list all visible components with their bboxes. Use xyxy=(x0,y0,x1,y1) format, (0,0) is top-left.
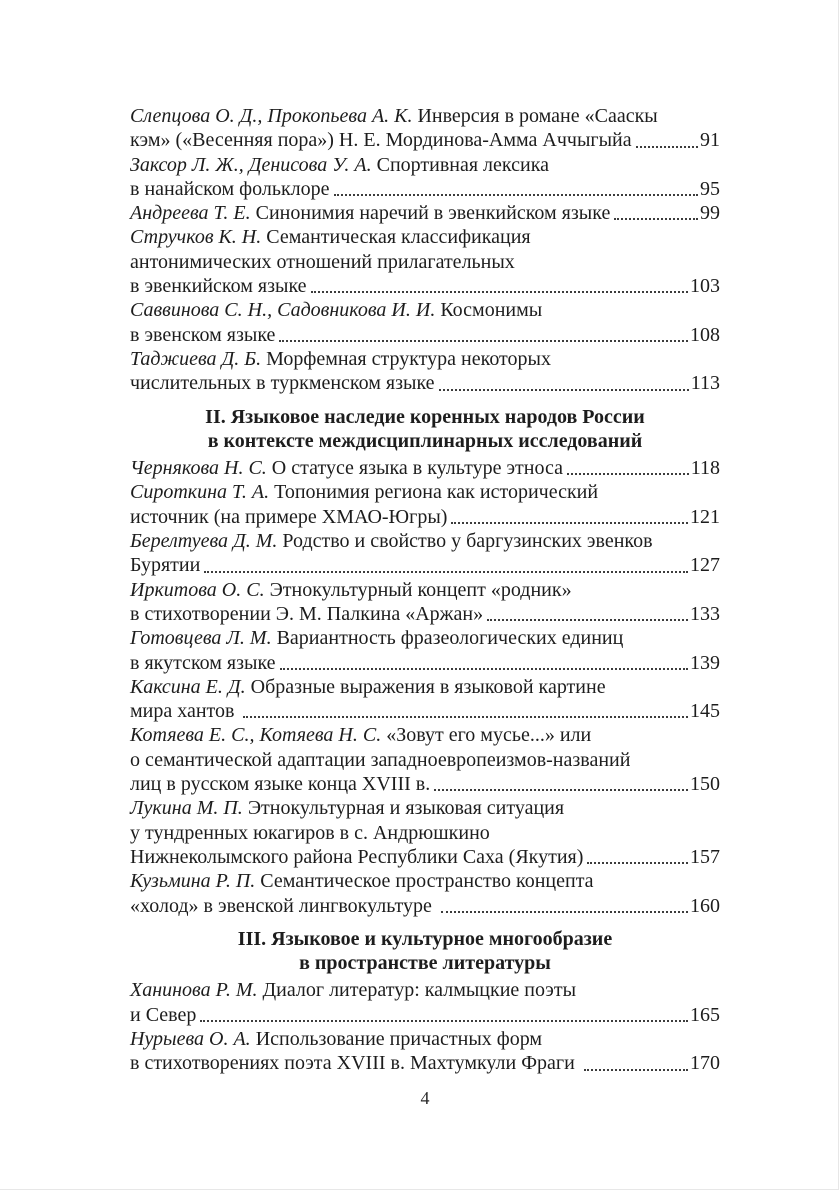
entry-page-number: 165 xyxy=(690,1003,720,1026)
entry-title-text: кэм» («Весенняя пора») Н. Е. Мординова-Амма Аччыгыйа xyxy=(130,129,632,152)
dot-leader xyxy=(451,522,688,524)
entry-page-number: 121 xyxy=(690,505,720,528)
entry-title-text: Бурятии xyxy=(130,554,201,577)
toc-entry xyxy=(130,675,720,724)
toc-line xyxy=(130,456,720,480)
toc-line xyxy=(130,323,720,347)
entry-title-text: Синонимия наречий в эвенкийском языке xyxy=(250,202,611,225)
author-names: Таджиева Д. Б. xyxy=(130,347,262,370)
author-names: Саввинова С. Н., Садовникова И. И. xyxy=(130,299,436,322)
author-names: Лукина М. П. xyxy=(130,797,243,820)
entry-title-text: «Зовут его мусье...» или xyxy=(381,724,592,747)
toc-entry xyxy=(130,978,720,1027)
dot-leader xyxy=(636,146,698,148)
toc-line xyxy=(130,626,720,650)
section-heading xyxy=(130,927,720,976)
entry-page-number: 139 xyxy=(690,651,720,674)
dot-leader xyxy=(487,619,688,621)
toc-line xyxy=(130,651,720,675)
toc-entry xyxy=(130,225,720,298)
entry-title-text: Спортивная лексика xyxy=(371,153,550,176)
author-names: Нурыева О. А. xyxy=(130,1027,251,1050)
toc-line xyxy=(130,1003,720,1027)
entry-page-number: 91 xyxy=(700,129,720,152)
toc-line xyxy=(130,529,720,553)
entry-title-text: Семантическая классификация xyxy=(261,226,531,249)
entry-page-number: 108 xyxy=(690,323,720,346)
entry-page-number: 157 xyxy=(690,845,720,868)
dot-leader xyxy=(200,1020,688,1022)
entry-title-text: антонимических отношений прилагательных xyxy=(130,250,515,273)
dot-leader xyxy=(439,389,689,391)
entry-title-text: и Север xyxy=(130,1003,197,1026)
toc-line xyxy=(130,748,720,772)
entry-title-text: Родство и свойство у баргузинских эвенков xyxy=(277,530,653,553)
toc-line xyxy=(130,274,720,298)
author-names: Заксор Л. Ж., Денисова У. А. xyxy=(130,153,372,176)
entry-title-text: мира хантов xyxy=(130,700,240,723)
dot-leader xyxy=(279,340,688,342)
author-names: Слепцова О. Д., Прокопьева А. К. xyxy=(130,105,413,127)
toc-line xyxy=(130,347,720,371)
toc-entry xyxy=(130,347,720,396)
toc-line xyxy=(130,675,720,699)
toc-line xyxy=(130,845,720,869)
toc-line xyxy=(130,578,720,602)
entry-title-text: в якутском языке xyxy=(130,651,276,674)
toc-line xyxy=(130,1027,720,1051)
entry-title-text: Топонимия региона как исторический xyxy=(269,481,599,504)
dot-leader xyxy=(441,911,688,913)
page-number: 4 xyxy=(420,1088,430,1108)
toc-line xyxy=(130,153,720,177)
entry-page-number: 118 xyxy=(690,457,720,480)
toc-entry xyxy=(130,153,720,202)
dot-leader xyxy=(204,571,688,573)
dot-leader xyxy=(280,668,688,670)
toc-line xyxy=(130,505,720,529)
toc-entry xyxy=(130,456,720,480)
toc-line xyxy=(130,796,720,820)
author-names: Котяева Е. С., Котяева Н. С. xyxy=(130,724,382,747)
toc-entry xyxy=(130,529,720,578)
entry-title-text: Вариантность фразеологических единиц xyxy=(271,627,624,650)
section-heading-line: в пространстве литературы xyxy=(299,952,551,975)
dot-leader xyxy=(434,789,688,791)
toc-line xyxy=(130,128,720,152)
entry-title-text: числительных в туркменском языке xyxy=(130,372,435,395)
toc-entry xyxy=(130,201,720,225)
entry-title-text: в стихотворениях поэта XVIII в. Махтумкули Фраги xyxy=(130,1052,580,1075)
section-heading-line: III. Языковое и культурное многообразие xyxy=(237,927,613,950)
entry-page-number: 113 xyxy=(690,372,720,395)
toc-line xyxy=(130,723,720,747)
author-names: Чернякова Н. С. xyxy=(130,457,267,480)
author-names: Андреева Т. Е. xyxy=(130,202,251,225)
toc-entry xyxy=(130,480,720,529)
dot-leader xyxy=(334,194,698,196)
entry-title-text: Использование причастных форм xyxy=(250,1027,543,1050)
section-heading xyxy=(130,405,720,454)
toc-line xyxy=(130,821,720,845)
entry-title-text: Этнокультурный концепт «родник» xyxy=(264,578,572,601)
entry-title-text: Морфемная структура некоторых xyxy=(261,347,551,370)
toc-line xyxy=(130,104,720,128)
toc-line xyxy=(130,371,720,395)
entry-title-text: О статусе языка в культуре этноса xyxy=(266,457,563,480)
entry-page-number: 133 xyxy=(690,602,720,625)
entry-page-number: 150 xyxy=(690,773,720,796)
author-names: Берелтуева Д. М. xyxy=(130,530,278,553)
toc-line xyxy=(130,298,720,322)
toc-line xyxy=(130,602,720,626)
entry-title-text: у тундренных юкагиров в с. Андрюшкино xyxy=(130,821,490,844)
entry-page-number: 127 xyxy=(690,554,720,577)
entry-page-number: 145 xyxy=(690,700,720,723)
entry-title-text: Образные выражения в языковой картине xyxy=(245,675,606,698)
entry-page-number: 160 xyxy=(690,894,720,917)
dot-leader xyxy=(567,473,689,475)
toc-line xyxy=(130,250,720,274)
table-of-contents xyxy=(130,104,720,1076)
toc-entry xyxy=(130,796,720,869)
toc-entry xyxy=(130,578,720,627)
entry-title-text: Диалог литератур: калмыцкие поэты xyxy=(257,979,577,1002)
entry-title-text: в нанайском фольклоре xyxy=(130,177,330,200)
toc-line xyxy=(130,201,720,225)
entry-title-text: Космонимы xyxy=(435,299,543,322)
entry-title-text: Этнокультурная и языковая ситуация xyxy=(242,797,565,820)
toc-entry xyxy=(130,1027,720,1076)
dot-leader xyxy=(584,1069,688,1071)
toc-line xyxy=(130,699,720,723)
entry-page-number: 103 xyxy=(690,275,720,298)
dot-leader xyxy=(243,716,688,718)
entry-page-number: 99 xyxy=(700,202,720,225)
toc-entry xyxy=(130,626,720,675)
toc-line xyxy=(130,1051,720,1075)
author-names: Сироткина Т. А. xyxy=(130,481,270,504)
entry-title-text: в стихотворении Э. М. Палкина «Аржан» xyxy=(130,602,484,625)
author-names: Иркитова О. С. xyxy=(130,578,265,601)
entry-title-text: Нижнеколымского района Республики Саха (Якутия) xyxy=(130,845,584,868)
toc-line xyxy=(130,553,720,577)
author-names: Каксина Е. Д. xyxy=(130,675,246,698)
toc-line xyxy=(130,177,720,201)
entry-page-number: 95 xyxy=(700,177,720,200)
toc-entry xyxy=(130,298,720,347)
section-heading-line: в контексте междисциплинарных исследований xyxy=(207,429,643,452)
entry-title-text: «холод» в эвенской лингвокультуре xyxy=(130,894,437,917)
entry-title-text: источник (на примере ХМАО-Югры) xyxy=(130,505,448,528)
dot-leader xyxy=(311,291,688,293)
toc-line xyxy=(130,978,720,1002)
toc-entry xyxy=(130,869,720,918)
entry-title-text: лиц в русском языке конца XVIII в. xyxy=(130,773,431,796)
toc-entry xyxy=(130,104,720,153)
toc-line xyxy=(130,772,720,796)
author-names: Стручков К. Н. xyxy=(130,226,262,249)
section-heading-line: II. Языковое наследие коренных народов России xyxy=(205,405,645,428)
author-names: Готовцева Л. М. xyxy=(130,627,272,650)
toc-line xyxy=(130,225,720,249)
author-names: Ханинова Р. М. xyxy=(130,979,258,1002)
toc-line xyxy=(130,894,720,918)
dot-leader xyxy=(587,862,688,864)
toc-line xyxy=(130,480,720,504)
entry-title-text: Инверсия в романе «Сааскы xyxy=(412,105,658,127)
toc-line xyxy=(130,869,720,893)
entry-page-number: 170 xyxy=(690,1052,720,1075)
dot-leader xyxy=(614,218,698,220)
toc-entry xyxy=(130,723,720,796)
entry-title-text: Семантическое пространство концепта xyxy=(255,870,594,893)
author-names: Кузьмина Р. П. xyxy=(130,870,256,893)
entry-title-text: в эвенском языке xyxy=(130,323,276,346)
entry-title-text: в эвенкийском языке xyxy=(130,275,307,298)
entry-title-text: о семантической адаптации западноевропеизмов-названий xyxy=(130,748,631,771)
